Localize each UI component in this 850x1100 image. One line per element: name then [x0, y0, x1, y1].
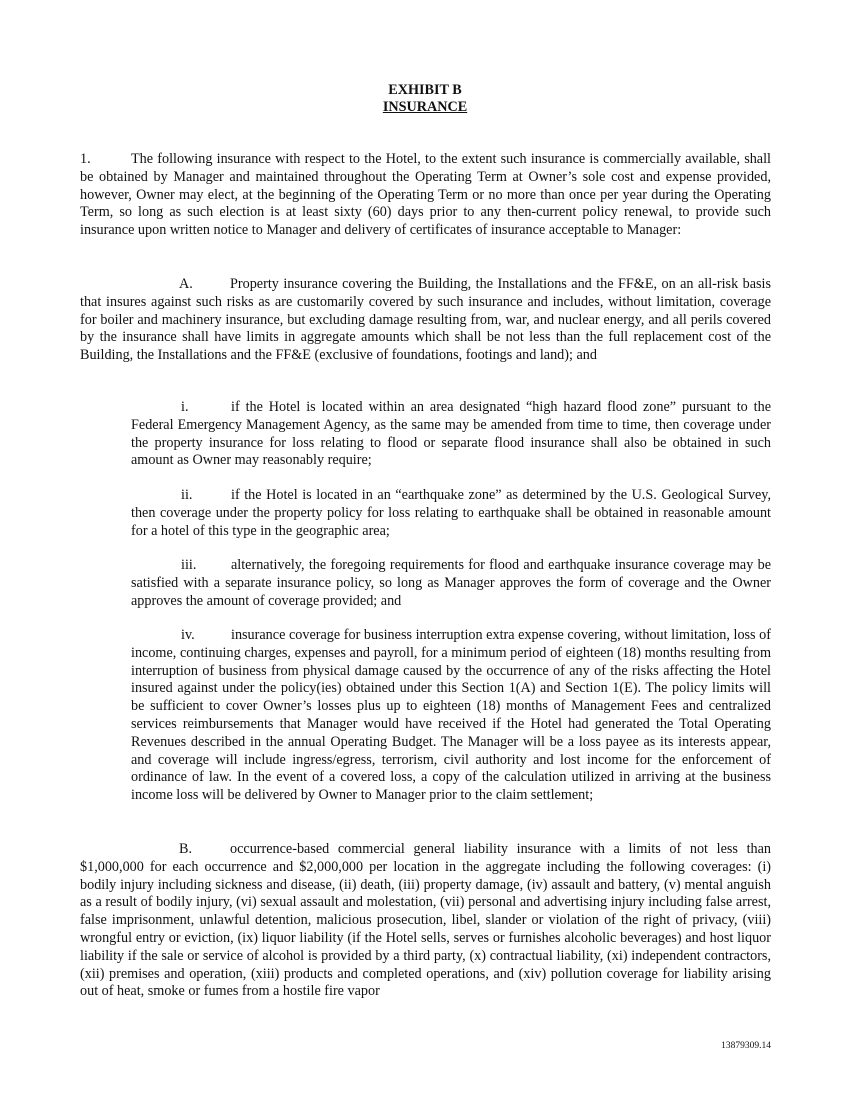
subitem-i-paragraph	[131, 399, 771, 470]
subitem-iv-paragraph	[131, 627, 771, 805]
subitem-text: if the Hotel is located within an area designated “high hazard flood zone” pursuant to the Federal Emergency Management Agency, as the same may be amended from time to time, then coverage under the property insurance for loss relating to flood or separate flood insurance shall also be obtained in such amount as Owner may reasonably require;	[131, 399, 771, 469]
exhibit-title: INSURANCE	[382, 99, 468, 115]
subitem-label: ii.	[181, 487, 193, 503]
subitem-text: alternatively, the foregoing requirements for flood and earthquake insurance coverage may be satisfied with a separate insurance policy, so long as Manager approves the form of coverage and the Owner approves the amount of coverage provided; and	[131, 557, 771, 609]
subitem-text: if the Hotel is located in an “earthquake zone” as determined by the U.S. Geological Survey, then coverage under the property policy for loss relating to earthquake shall be obtained in reasonable amount for a hotel of this type in the geographic area;	[131, 487, 771, 539]
subitem-ii-paragraph	[131, 487, 771, 540]
section-1-paragraph	[80, 151, 771, 240]
subitem-iii-paragraph	[131, 557, 771, 610]
item-label: B.	[179, 841, 193, 857]
subitem-label: iii.	[181, 557, 197, 573]
item-b-paragraph	[80, 841, 771, 1001]
exhibit-heading: EXHIBIT B	[388, 82, 462, 98]
document-id-footer: 13879309.14	[721, 1041, 771, 1051]
item-label: A.	[179, 276, 193, 292]
item-a-paragraph	[80, 276, 771, 365]
item-text: Property insurance covering the Building, the Installations and the FF&E, on an all-risk basis that insures against such risks as are customarily covered by such insurance and includes, without limitation, coverage for boiler and machinery insurance, but excluding damage resulting from, war, and nuclear energy, and all perils covered by the insurance shall have limits in aggregate amounts which shall be not less than the full replacement cost of the Building, the Installations and the FF&E (exclusive of foundations, footings and land); and	[80, 276, 771, 364]
section-number: 1.	[80, 151, 91, 167]
subitem-label: iv.	[181, 627, 195, 643]
item-text: occurrence-based commercial general liability insurance with a limits of not less than $1,000,000 for each occurrence and $2,000,000 per location in the aggregate including the following coverages: (i) bodily injury including sickness and disease, (ii) death, (iii) property damage, (iv) assault and battery, (v) mental anguish as a result of bodily injury, (vi) sexual assault and molestation, (vii) personal and advertising injury including false arrest, false imprisonment, unlawful detention, malicious prosecution, libel, slander or violation of the right of privacy, (viii) wrongful entry or eviction, (ix) liquor liability (if the Hotel sells, serves or furnishes alcoholic beverages) and host liquor liability if the sale or service of alcohol is provided by a third party, (x) contractual liability, (xi) independent contractors, (xii) premises and operation, (xiii) products and completed operations, and (xiv) pollution coverage for liability arising out of heat, smoke or fumes from a hostile fire vapor	[80, 841, 771, 1000]
subitem-label: i.	[181, 399, 189, 415]
section-text: The following insurance with respect to the Hotel, to the extent such insurance is commercially available, shall be obtained by Manager and maintained throughout the Operating Term at Owner’s sole cost and expense provided, however, Owner may elect, at the beginning of the Operating Term or no more than once per year during the Operating Term, so long as such election is at least sixty (60) days prior to any then-current policy renewal, to provide such insurance upon written notice to Manager and delivery of certificates of insurance acceptable to Manager:	[80, 151, 771, 239]
subitem-text: insurance coverage for business interruption extra expense covering, without limitation, loss of income, continuing charges, expenses and payroll, for a minimum period of eighteen (18) months resulting from interruption of business from physical damage caused by the occurrence of any of the risks affecting the Hotel insured against under the policy(ies) obtained under this Section 1(A) and Section 1(E). The policy limits will be sufficient to cover Owner’s losses plus up to eighteen (18) months of Management Fees and centralized services reimbursements that Manager would have received if the Hotel had generated the Total Operating Revenues described in the annual Operating Budget. The Manager will be a loss payee as its interests appear, and coverage will include ingress/egress, terrorism, civil authority and lost income for the enforcement of ordinance of law. In the event of a covered loss, a copy of the calculation utilized in arriving at the business income loss will be delivered by Owner to Manager prior to the claim settlement;	[131, 627, 771, 804]
